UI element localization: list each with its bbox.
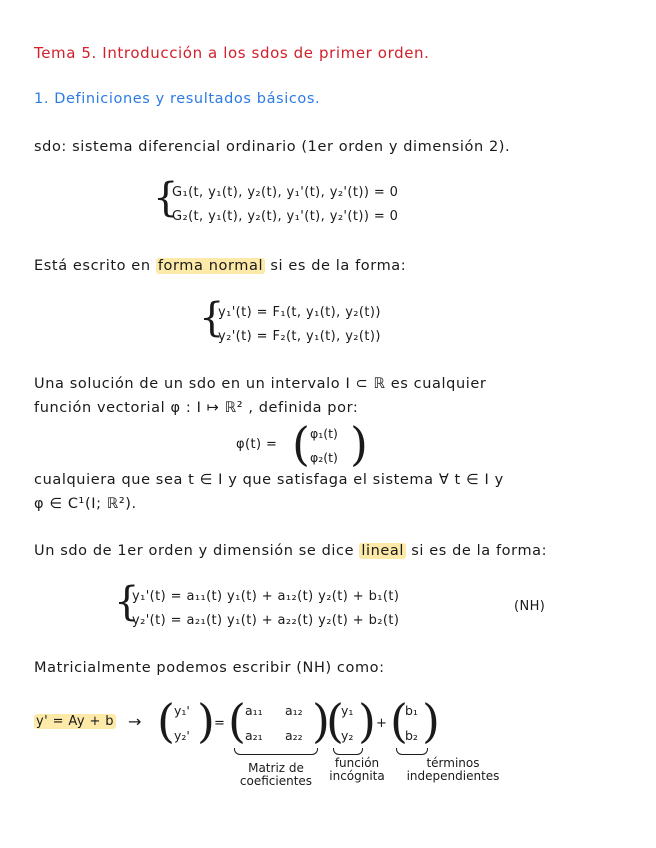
implicit-equation-1: G₁(t, y₁(t), y₂(t), y₁'(t), y₂'(t)) = 0 [172,185,399,200]
vector-b1: b₁ [405,703,418,718]
left-paren: ( [228,694,246,748]
linear-pre: Un sdo de 1er orden y dimensión se dice [34,543,360,559]
nh-tag: (NH) [514,599,546,614]
arrow-icon: → [128,712,142,731]
normal-equation-2: y₂'(t) = F₂(t, y₁(t), y₂(t)) [218,329,381,344]
linear-highlight: lineal [361,543,405,559]
label-unknown-line-1: función [334,756,380,770]
phi-component-2: φ₂(t) [310,450,338,465]
label-coefficient-matrix [236,762,316,788]
condition-line-2: φ ∈ C¹(I; ℝ²). [34,496,137,512]
label-matrix-line-2: coeficientes [239,774,313,788]
implicit-equation-2: G₂(t, y₁(t), y₂(t), y₁'(t), y₂'(t)) = 0 [172,209,399,224]
vector-y1: y₁ [341,703,354,718]
phi-component-1: φ₁(t) [310,426,338,441]
label-indep-line-2: independientes [406,769,500,783]
equals-sign: = [214,716,226,731]
underbrace-matrix [234,748,318,755]
left-brace: { [199,295,225,341]
left-paren: ( [390,694,408,748]
plus-sign: + [376,716,388,731]
normal-form-pre: Está escrito en [34,258,156,274]
matrix-a22: a₂₂ [285,728,303,743]
left-brace: { [114,579,140,625]
label-independent-terms [398,757,508,783]
right-paren: ) [358,694,376,748]
left-brace: { [153,175,179,221]
matrix-a11: a₁₁ [245,703,263,718]
page-title: Tema 5. Introducción a los sdos de primer orden. [34,44,430,62]
condition-line-1: cualquiera que sea t ∈ I y que satisfaga el sistema ∀ t ∈ I y [34,472,504,488]
normal-form-sentence [34,258,406,274]
right-paren: ) [350,417,368,471]
y1-prime: y₁' [174,703,190,718]
right-paren: ) [422,694,440,748]
left-paren: ( [157,694,175,748]
sdo-definition: sdo: sistema diferencial ordinario (1er orden y dimensión 2). [34,139,511,155]
section-heading: 1. Definiciones y resultados básicos. [34,91,321,107]
normal-form-highlight: forma normal [157,258,264,274]
linear-equation-1: y₁'(t) = a₁₁(t) y₁(t) + a₁₂(t) y₂(t) + b₁(t) [132,589,400,604]
label-unknown-line-2: incógnita [329,769,385,783]
matrix-a21: a₂₁ [245,728,263,743]
linear-sentence [34,543,547,559]
left-paren: ( [292,417,310,471]
label-unknown-function [322,757,392,783]
linear-post: si es de la forma: [406,543,548,559]
underbrace-unknown [333,748,363,755]
solution-line-1: Una solución de un sdo en un intervalo I ⊂ ℝ es cualquier [34,376,487,392]
underbrace-independent [396,748,428,755]
left-paren: ( [326,694,344,748]
solution-line-2: función vectorial φ : I ↦ ℝ² , definida por: [34,400,359,416]
vector-y2: y₂ [341,728,354,743]
matrix-intro: Matricialmente podemos escribir (NH) como: [34,660,385,676]
phi-lhs: φ(t) = [236,437,278,452]
linear-equation-2: y₂'(t) = a₂₁(t) y₁(t) + a₂₂(t) y₂(t) + b₂(t) [132,613,400,628]
label-indep-line-1: términos [426,756,480,770]
compact-equation-highlight: y' = Ay + b [36,714,114,729]
matrix-equation-compact [34,714,116,729]
normal-form-post: si es de la forma: [265,258,407,274]
y2-prime: y₂' [174,728,190,743]
normal-equation-1: y₁'(t) = F₁(t, y₁(t), y₂(t)) [218,305,381,320]
vector-b2: b₂ [405,728,418,743]
matrix-a12: a₁₂ [285,703,303,718]
right-paren: ) [312,694,330,748]
right-paren: ) [197,694,215,748]
label-matrix-line-1: Matriz de [248,761,304,775]
